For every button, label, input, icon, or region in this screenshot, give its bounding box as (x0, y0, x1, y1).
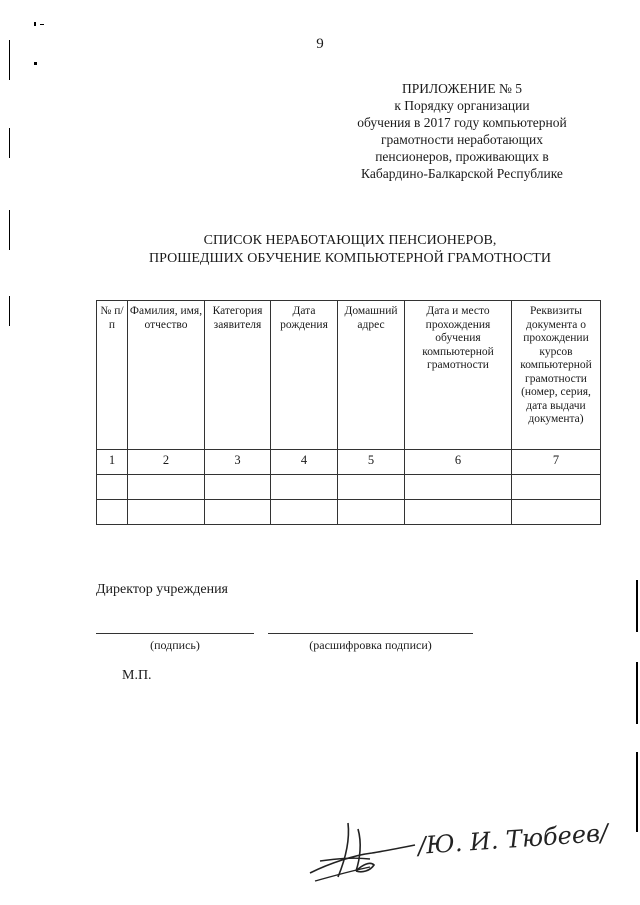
stamp-label: М.П. (122, 668, 152, 683)
table-cell (338, 500, 405, 525)
header-address: Домашний адрес (338, 301, 405, 450)
table-cell (205, 475, 271, 500)
header-birth-date: Дата рождения (271, 301, 338, 450)
table-row (97, 475, 601, 500)
scan-mark (40, 24, 44, 25)
signature-name: /Ю. И. Тюбеев/ (417, 818, 609, 860)
column-number: 7 (512, 450, 601, 475)
header-category: Категория заявителя (205, 301, 271, 450)
scan-mark (9, 128, 10, 158)
signature-caption: (подпись) (150, 638, 200, 652)
table-cell (405, 500, 512, 525)
appendix-line: к Порядку организации (394, 98, 530, 113)
decode-caption: (расшифровка подписи) (309, 638, 432, 652)
table-cell (97, 500, 128, 525)
table-cell (205, 500, 271, 525)
table-header-row (97, 301, 601, 450)
column-number-row (97, 450, 601, 475)
table-row (97, 500, 601, 525)
table-cell (512, 475, 601, 500)
scan-mark (9, 296, 10, 326)
appendix-line: пенсионеров, проживающих в (375, 149, 549, 164)
table-cell (128, 475, 205, 500)
column-number: 4 (271, 450, 338, 475)
column-number: 6 (405, 450, 512, 475)
appendix-line: обучения в 2017 году компьютерной (357, 115, 567, 130)
title-line-1: СПИСОК НЕРАБОТАЮЩИХ ПЕНСИОНЕРОВ, (203, 233, 497, 248)
header-training: Дата и место прохождения обучения компьютерной грамотности (405, 301, 512, 450)
decode-line (268, 633, 473, 634)
table-cell (338, 475, 405, 500)
document-title (0, 232, 640, 268)
column-number: 2 (128, 450, 205, 475)
column-number: 1 (97, 450, 128, 475)
header-number: № п/п (97, 301, 128, 450)
column-number: 5 (338, 450, 405, 475)
table-cell (512, 500, 601, 525)
appendix-block (332, 80, 592, 182)
header-document: Реквизиты документа о прохождении курсов компьютерной грамотности (номер, серия, дата выдачи документа) (512, 301, 601, 450)
signature-line (96, 633, 254, 634)
header-full-name: Фамилия, имя, отчество (128, 301, 205, 450)
title-line-2: ПРОШЕДШИХ ОБУЧЕНИЕ КОМПЬЮТЕРНОЙ ГРАМОТНОСТИ (149, 251, 551, 266)
director-label: Директор учреждения (96, 582, 228, 597)
appendix-line: ПРИЛОЖЕНИЕ № 5 (401, 81, 523, 96)
scan-mark (34, 62, 37, 65)
handwritten-signature-mark (300, 815, 420, 885)
scan-mark (636, 662, 638, 724)
scan-mark (636, 580, 638, 632)
table-cell (97, 475, 128, 500)
scan-mark (34, 22, 36, 26)
table-cell (405, 475, 512, 500)
appendix-line: грамотности неработающих (380, 132, 543, 147)
table-cell (128, 500, 205, 525)
column-number: 3 (205, 450, 271, 475)
page-number: 9 (316, 36, 324, 52)
appendix-line: Кабардино-Балкарской Республике (361, 166, 563, 181)
table-cell (271, 500, 338, 525)
scan-mark (636, 752, 638, 832)
table-cell (271, 475, 338, 500)
pensioners-table (96, 300, 601, 525)
